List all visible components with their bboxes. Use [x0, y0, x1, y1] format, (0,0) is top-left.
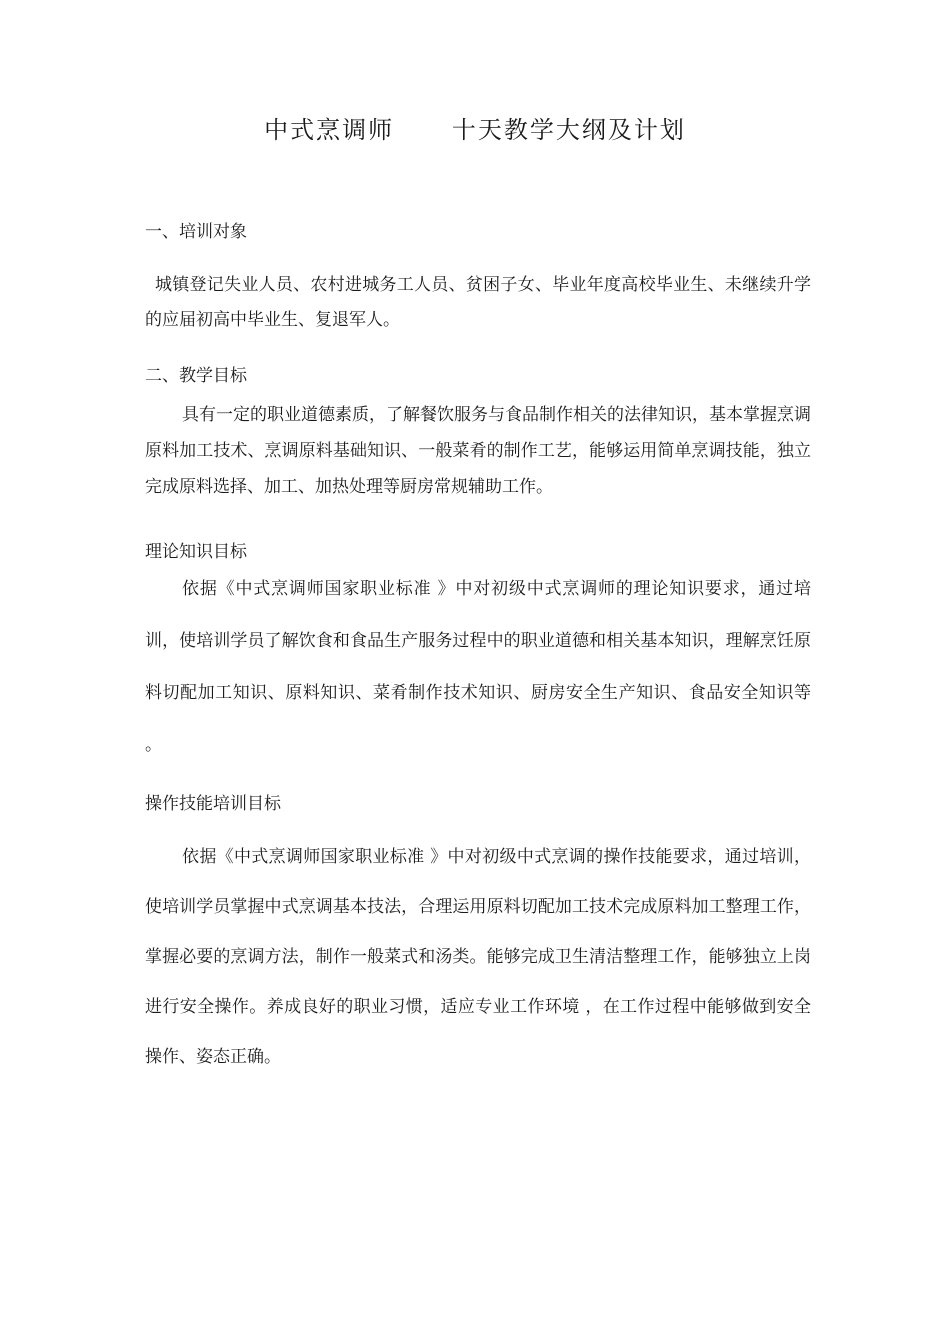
section-heading-training-target: 一、培训对象 [145, 222, 247, 242]
section-body-skill-goal: 依据《中式烹调师国家职业标准 》中对初级中式烹调的操作技能要求，通过培训，使培训学员掌握中式烹调基本技法，合理运用原料切配加工技术完成原料加工整理工作，掌握必要的烹调方法，制作一般菜式和汤类。能够完成卫生清洁整理工作，能够独立上岗进行安全操作。养成良好的职业习惯，适应专业工作环境 ，在工作过程中能够做到安全操作、姿态正确。 [145, 847, 811, 1067]
section-heading-theory-goal: 理论知识目标 [145, 542, 247, 562]
section-heading-teaching-goal: 二、教学目标 [145, 366, 247, 386]
document-title: 中式烹调师 十天教学大纲及计划 [264, 116, 686, 144]
section-heading-skill-goal: 操作技能培训目标 [145, 794, 281, 814]
section-body-training-target: 城镇登记失业人员、农村进城务工人员、贫困子女、毕业年度高校毕业生、未继续升学的应届初高中毕业生、复退军人。 [145, 275, 811, 330]
section-body-theory-goal: 依据《中式烹调师国家职业标准 》中对初级中式烹调师的理论知识要求，通过培训，使培训学员了解饮食和食品生产服务过程中的职业道德和相关基本知识，理解烹饪原料切配加工知识、原料知识、菜肴制作技术知识、厨房安全生产知识、食品安全知识等 。 [145, 579, 811, 755]
section-body-teaching-goal: 具有一定的职业道德素质，了解餐饮服务与食品制作相关的法律知识，基本掌握烹调原料加工技术、烹调原料基础知识、一般菜肴的制作工艺，能够运用简单烹调技能，独立完成原料选择、加工、加热处理等厨房常规辅助工作。 [145, 405, 811, 497]
